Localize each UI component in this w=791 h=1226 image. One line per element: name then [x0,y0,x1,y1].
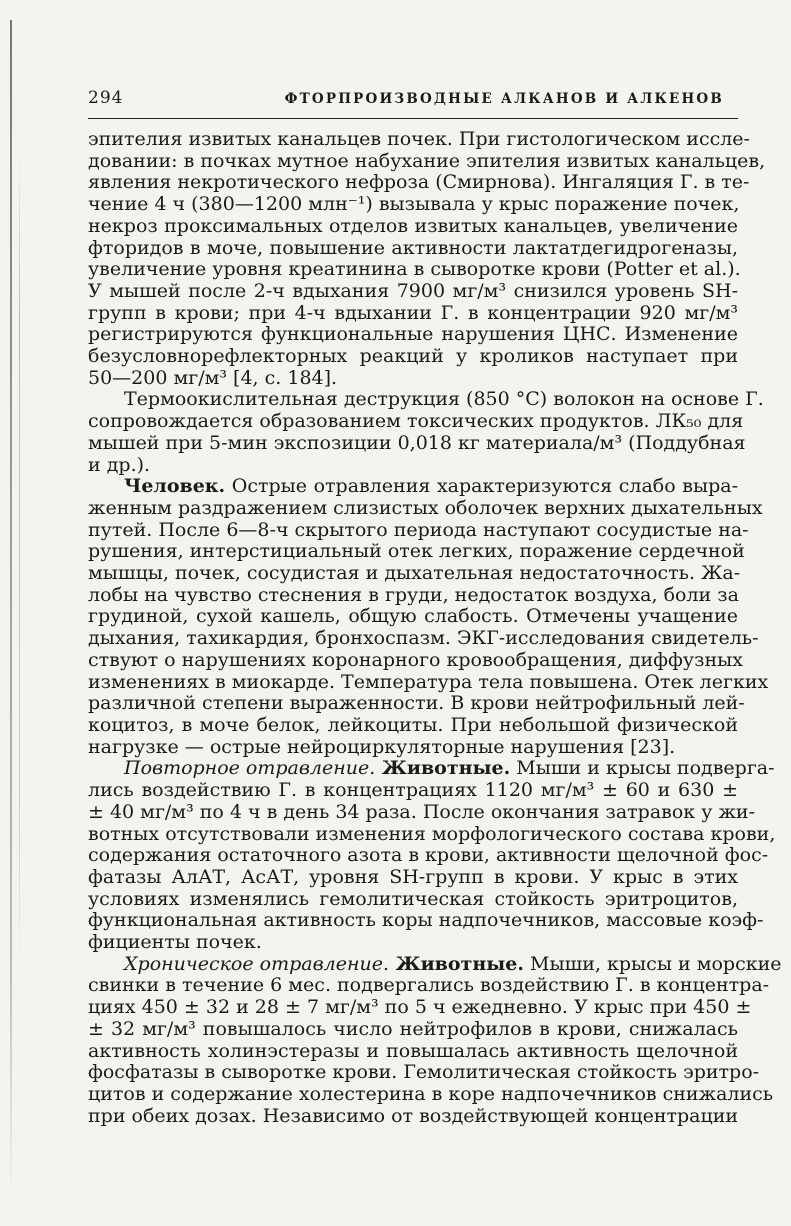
text-line: Повторное отравление. Животные. Мыши и крысы подверга- [124,757,775,780]
text-line: сопровождается образованием токсических продуктов. ЛК₅₀ для [88,410,744,433]
text-line: фторидов в моче, повышение активности лактатдегидрогеназы, [88,236,738,259]
text-line: циях 450 ± 32 и 28 ± 7 мг/м³ по 5 ч ежедневно. У крыс при 450 ± [88,996,752,1019]
text-line: женным раздражением слизистых оболочек верхних дыхательных [88,496,763,519]
book-page [88,88,782,1127]
subsection-lead-animals: Животные. [389,952,524,975]
text-line: ствуют о нарушениях коронарного кровообращения, диффузных [88,648,743,671]
text-line: дыхания, тахикардия, бронхоспазм. ЭКГ-исследования свидетель- [88,627,759,650]
section-lead-repeated: Повторное отравление. [124,757,376,780]
text-line: ± 40 мг/м³ по 4 ч в день 34 раза. После окончания затравок у жи- [88,800,756,823]
paragraph-thermal-destruction [88,388,764,476]
text-line: довании: в почках мутное набухание эпителия извитых канальцев, [88,149,766,172]
text-line: У мышей после 2-ч вдыхания 7900 мг/м³ снизился уровень SH- [88,279,738,302]
scan-page-edge-shadow [19,150,20,970]
text-line: свинки в течение 6 мес. подвергались воздействию Г. в концентра- [88,974,770,997]
text-line: изменениях в миокарде. Температура тела повышена. Отек легких [88,670,769,693]
text-line: функциональная активность коры надпочечников, массовые коэф- [88,909,764,932]
text-line: регистрируются функциональные нарушения ЦНС. Изменение [88,323,738,346]
text-line: чение 4 ч (380—1200 млн⁻¹) вызывала у крыс поражение почек, [88,193,740,216]
text-line: при обеих дозах. Независимо от воздействующей концентрации [88,1104,739,1127]
text-line: явления некротического нефроза (Смирнова). Ингаляция Г. в те- [88,171,750,194]
text-line: лись воздействию Г. в концентрациях 1120 мг/м³ ± 60 и 630 ± [88,779,738,802]
text-line: групп в крови; при 4-ч вдыхании Г. в концентрации 920 мг/м³ [88,301,738,324]
text-line: цитов и содержание холестерина в коре надпочечников снижались [88,1082,774,1105]
page-header [88,88,738,119]
text-line: Термоокислительная деструкция (850 °C) волокон на основе Г. [124,388,764,411]
section-lead-human: Человек. [124,475,226,498]
scan-page-edge [10,20,12,1200]
paragraph-chronic-poisoning [88,952,782,1128]
text-line: мышей при 5-мин экспозиции 0,018 кг материала/м³ (Поддубная [88,431,746,454]
running-head: ФТОРПРОИЗВОДНЫЕ АЛКАНОВ И АЛКЕНОВ [284,91,724,107]
section-lead-chronic: Хроническое отравление. [124,952,390,975]
text-line: вотных отсутствовали изменения морфологического состава крови, [88,822,776,845]
paragraph-human [88,475,769,758]
body-text [88,128,782,1127]
text-line: нагрузке — острые нейроциркуляторные нарушения [23]. [88,735,676,758]
text-line: рушения, интерстициальный отек легких, поражение сердечной [88,540,745,563]
text-line: фосфатазы в сыворотке крови. Гемолитическая стойкость эритро- [88,1061,760,1084]
text-line: Хроническое отравление. Животные. Мыши, крысы и морские [124,952,782,975]
text-line: увеличение уровня креатинина в сыворотке крови (Potter et al.). [88,258,741,281]
text-line: фатазы АлАТ, АсАТ, уровня SH-групп в крови. У крыс в этих [88,865,738,888]
text-line: эпителия извитых канальцев почек. При гистологическом иссле- [88,128,750,150]
subsection-lead-animals: Животные. [375,757,511,780]
text-line: ± 32 мг/м³ повышалось число нейтрофилов в крови, снижалась [88,1017,738,1040]
text-line: и др.). [88,453,151,476]
text-line: грудиной, сухой кашель, общую слабость. Отмечены учащение [88,605,738,628]
text-line: условиях изменялись гемолитическая стойкость эритроцитов, [88,887,738,910]
text-line: некроз проксимальных отделов извитых канальцев, увеличение [88,214,738,237]
text-line: коцитоз, в моче белок, лейкоциты. При небольшой физической [88,713,738,736]
paragraph-repeated-poisoning [88,757,776,954]
text-line: различной степени выраженности. В крови нейтрофильный лей- [88,692,745,715]
text-line: путей. После 6—8-ч скрытого периода наступают сосудистые на- [88,518,749,541]
paragraph-kidney-damage [88,128,766,389]
text-line: фициенты почек. [88,931,262,954]
text-line: безусловнорефлекторных реакций у кроликов наступает при [88,345,738,368]
text-line: 50—200 мг/м³ [4, с. 184]. [88,366,338,389]
text-line: мышцы, почек, сосудистая и дыхательная недостаточность. Жа- [88,562,741,585]
page-number: 294 [88,88,124,108]
text-line: Человек. Острые отравления характеризуются слабо выра- [124,475,738,498]
text-line: активность холинэстеразы и повышалась активность щелочной [88,1039,738,1062]
text-line: содержания остаточного азота в крови, активности щелочной фос- [88,844,769,867]
text-line: лобы на чувство стеснения в груди, недостаток воздуха, боли за [88,583,739,606]
